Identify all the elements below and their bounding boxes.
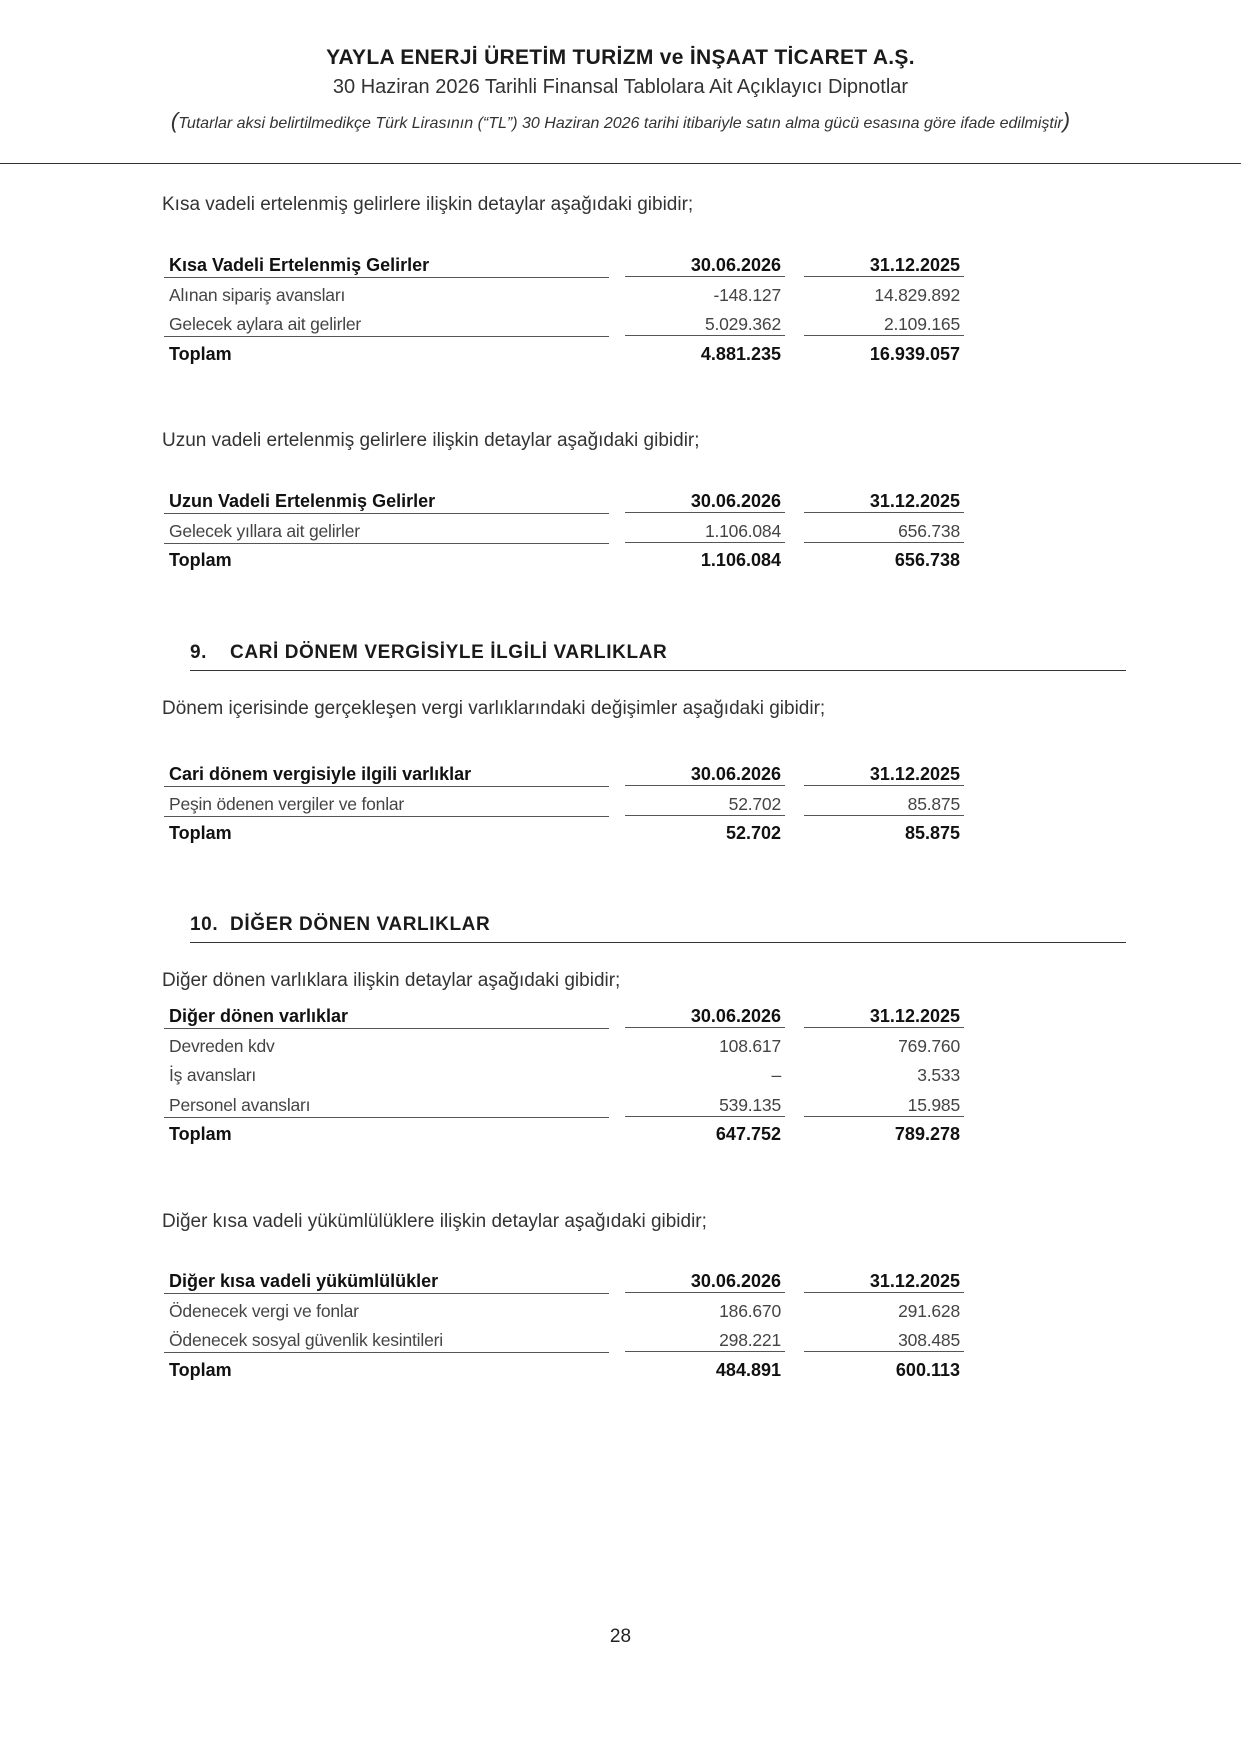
section-heading-10	[190, 908, 1126, 943]
row-value-2: 291.628	[898, 1300, 960, 1321]
intro-long-deferred: Uzun vadeli ertelenmiş gelirlere ilişkin detaylar aşağıdaki gibidir;	[162, 430, 700, 451]
section-title: DİĞER DÖNEN VARLIKLAR	[230, 914, 491, 935]
intro-short-deferred: Kısa vadeli ertelenmiş gelirlere ilişkin detaylar aşağıdaki gibidir;	[162, 194, 694, 215]
row-value-1: 539.135	[625, 1090, 785, 1117]
table-current-tax	[162, 759, 965, 848]
table-row	[162, 516, 965, 546]
table-header-period-2: 31.12.2025	[804, 759, 964, 786]
section-heading-9	[190, 636, 1126, 671]
row-label: Gelecek aylara ait gelirler	[164, 309, 609, 337]
page-number: 28	[609, 1626, 632, 1647]
header-divider	[0, 163, 1241, 164]
total-label: Toplam	[169, 823, 232, 843]
table-row	[162, 1031, 965, 1061]
total-label: Toplam	[169, 343, 232, 364]
table-row	[162, 789, 965, 819]
table-header-period-2: 31.12.2025	[804, 1266, 964, 1293]
row-value-2: 2.109.165	[804, 309, 964, 336]
row-label: Gelecek yıllara ait gelirler	[164, 516, 609, 544]
table-header-period-1: 30.06.2026	[625, 759, 785, 786]
row-value-2: 656.738	[804, 516, 964, 543]
total-label: Toplam	[169, 550, 232, 570]
total-value-1: 484.891	[715, 1359, 781, 1380]
section-title: CARİ DÖNEM VERGİSİYLE İLGİLİ VARLIKLAR	[230, 642, 668, 663]
table-row	[162, 1325, 965, 1355]
row-value-2: 15.985	[804, 1090, 964, 1117]
document-subtitle: 30 Haziran 2026 Tarihli Finansal Tablolara Ait Açıklayıcı Dipnotlar	[332, 76, 909, 98]
table-total-row	[162, 545, 965, 575]
table-header-label: Cari dönem vergisiyle ilgili varlıklar	[164, 759, 609, 787]
row-label: İş avansları	[169, 1065, 257, 1085]
row-label: Alınan sipariş avansları	[169, 284, 346, 305]
row-value-1: 108.617	[719, 1035, 781, 1056]
table-total-row	[162, 818, 965, 848]
total-value-1: 1.106.084	[700, 550, 781, 570]
row-label: Peşin ödenen vergiler ve fonlar	[164, 789, 609, 817]
row-value-1: 5.029.362	[625, 309, 785, 336]
currency-note-text: Tutarlar aksi belirtilmedikçe Türk Lirasının (“TL”) 30 Haziran 2026 tarihi itibariyle satın alma gücü esasına göre ifade edilmiştir	[178, 115, 1063, 132]
table-header-period-2: 31.12.2025	[804, 250, 964, 277]
row-value-1: 186.670	[719, 1300, 781, 1321]
table-other-current-assets	[162, 1001, 965, 1149]
total-value-1: 4.881.235	[700, 343, 781, 364]
row-label: Devreden kdv	[169, 1035, 275, 1056]
row-label: Ödenecek vergi ve fonlar	[169, 1300, 359, 1321]
total-value-2: 85.875	[904, 823, 960, 843]
row-value-2: 14.829.892	[874, 284, 960, 305]
table-row	[162, 1090, 965, 1120]
table-row	[162, 280, 965, 310]
table-header-period-1: 30.06.2026	[625, 1001, 785, 1028]
table-header-period-1: 30.06.2026	[625, 1266, 785, 1293]
row-value-1: -148.127	[713, 284, 781, 305]
table-header-period-2: 31.12.2025	[804, 486, 964, 513]
row-value-2: 769.760	[898, 1035, 960, 1056]
row-label: Personel avansları	[164, 1090, 609, 1118]
intro-other-short-liabilities: Diğer kısa vadeli yükümlülüklere ilişkin detaylar aşağıdaki gibidir;	[162, 1211, 707, 1232]
total-value-2: 789.278	[894, 1124, 960, 1144]
table-header-period-1: 30.06.2026	[625, 486, 785, 513]
row-value-1: 1.106.084	[625, 516, 785, 543]
section-number: 10.	[190, 914, 219, 935]
row-value-1: 52.702	[625, 789, 785, 816]
currency-note: (Tutarlar aksi belirtilmedikçe Türk Lirasının (“TL”) 30 Haziran 2026 tarihi itibariyle satın alma gücü esasına göre ifade edilmiştir)	[170, 108, 1071, 133]
table-short-deferred	[162, 250, 965, 368]
total-value-2: 16.939.057	[869, 343, 960, 364]
row-value-2: 308.485	[804, 1325, 964, 1352]
table-row	[162, 309, 965, 339]
total-value-1: 647.752	[715, 1124, 781, 1144]
table-header-label: Kısa Vadeli Ertelenmiş Gelirler	[164, 250, 609, 278]
table-row	[162, 1060, 965, 1090]
row-value-2: 3.533	[917, 1065, 960, 1085]
intro-other-current-assets: Diğer dönen varlıklara ilişkin detaylar aşağıdaki gibidir;	[162, 970, 621, 991]
total-label: Toplam	[169, 1124, 232, 1144]
table-header-row	[162, 1001, 965, 1031]
row-value-1: 298.221	[625, 1325, 785, 1352]
table-total-row	[162, 1119, 965, 1149]
table-row	[162, 1296, 965, 1326]
table-header-row	[162, 759, 965, 789]
table-header-period-1: 30.06.2026	[625, 250, 785, 277]
table-header-row	[162, 1266, 965, 1296]
total-label: Toplam	[169, 1359, 232, 1380]
total-value-2: 656.738	[894, 550, 960, 570]
section-number: 9.	[190, 642, 208, 663]
row-value-1: –	[771, 1065, 781, 1085]
table-header-period-2: 31.12.2025	[804, 1001, 964, 1028]
row-label: Ödenecek sosyal güvenlik kesintileri	[164, 1325, 609, 1353]
table-header-label: Diğer kısa vadeli yükümlülükler	[164, 1266, 609, 1294]
company-name: YAYLA ENERJİ ÜRETİM TURİZM ve İNŞAAT TİCARET A.Ş.	[326, 46, 915, 69]
table-header-label: Uzun Vadeli Ertelenmiş Gelirler	[164, 486, 609, 514]
intro-current-tax: Dönem içerisinde gerçekleşen vergi varlıklarındaki değişimler aşağıdaki gibidir;	[162, 698, 826, 719]
table-long-deferred	[162, 486, 965, 575]
table-other-short-liabilities	[162, 1266, 965, 1384]
total-value-1: 52.702	[725, 823, 781, 843]
row-value-2: 85.875	[804, 789, 964, 816]
table-header-row	[162, 486, 965, 516]
table-header-row	[162, 250, 965, 280]
table-header-label: Diğer dönen varlıklar	[164, 1001, 609, 1029]
table-total-row	[162, 1355, 965, 1385]
table-total-row	[162, 339, 965, 369]
total-value-2: 600.113	[895, 1359, 960, 1380]
